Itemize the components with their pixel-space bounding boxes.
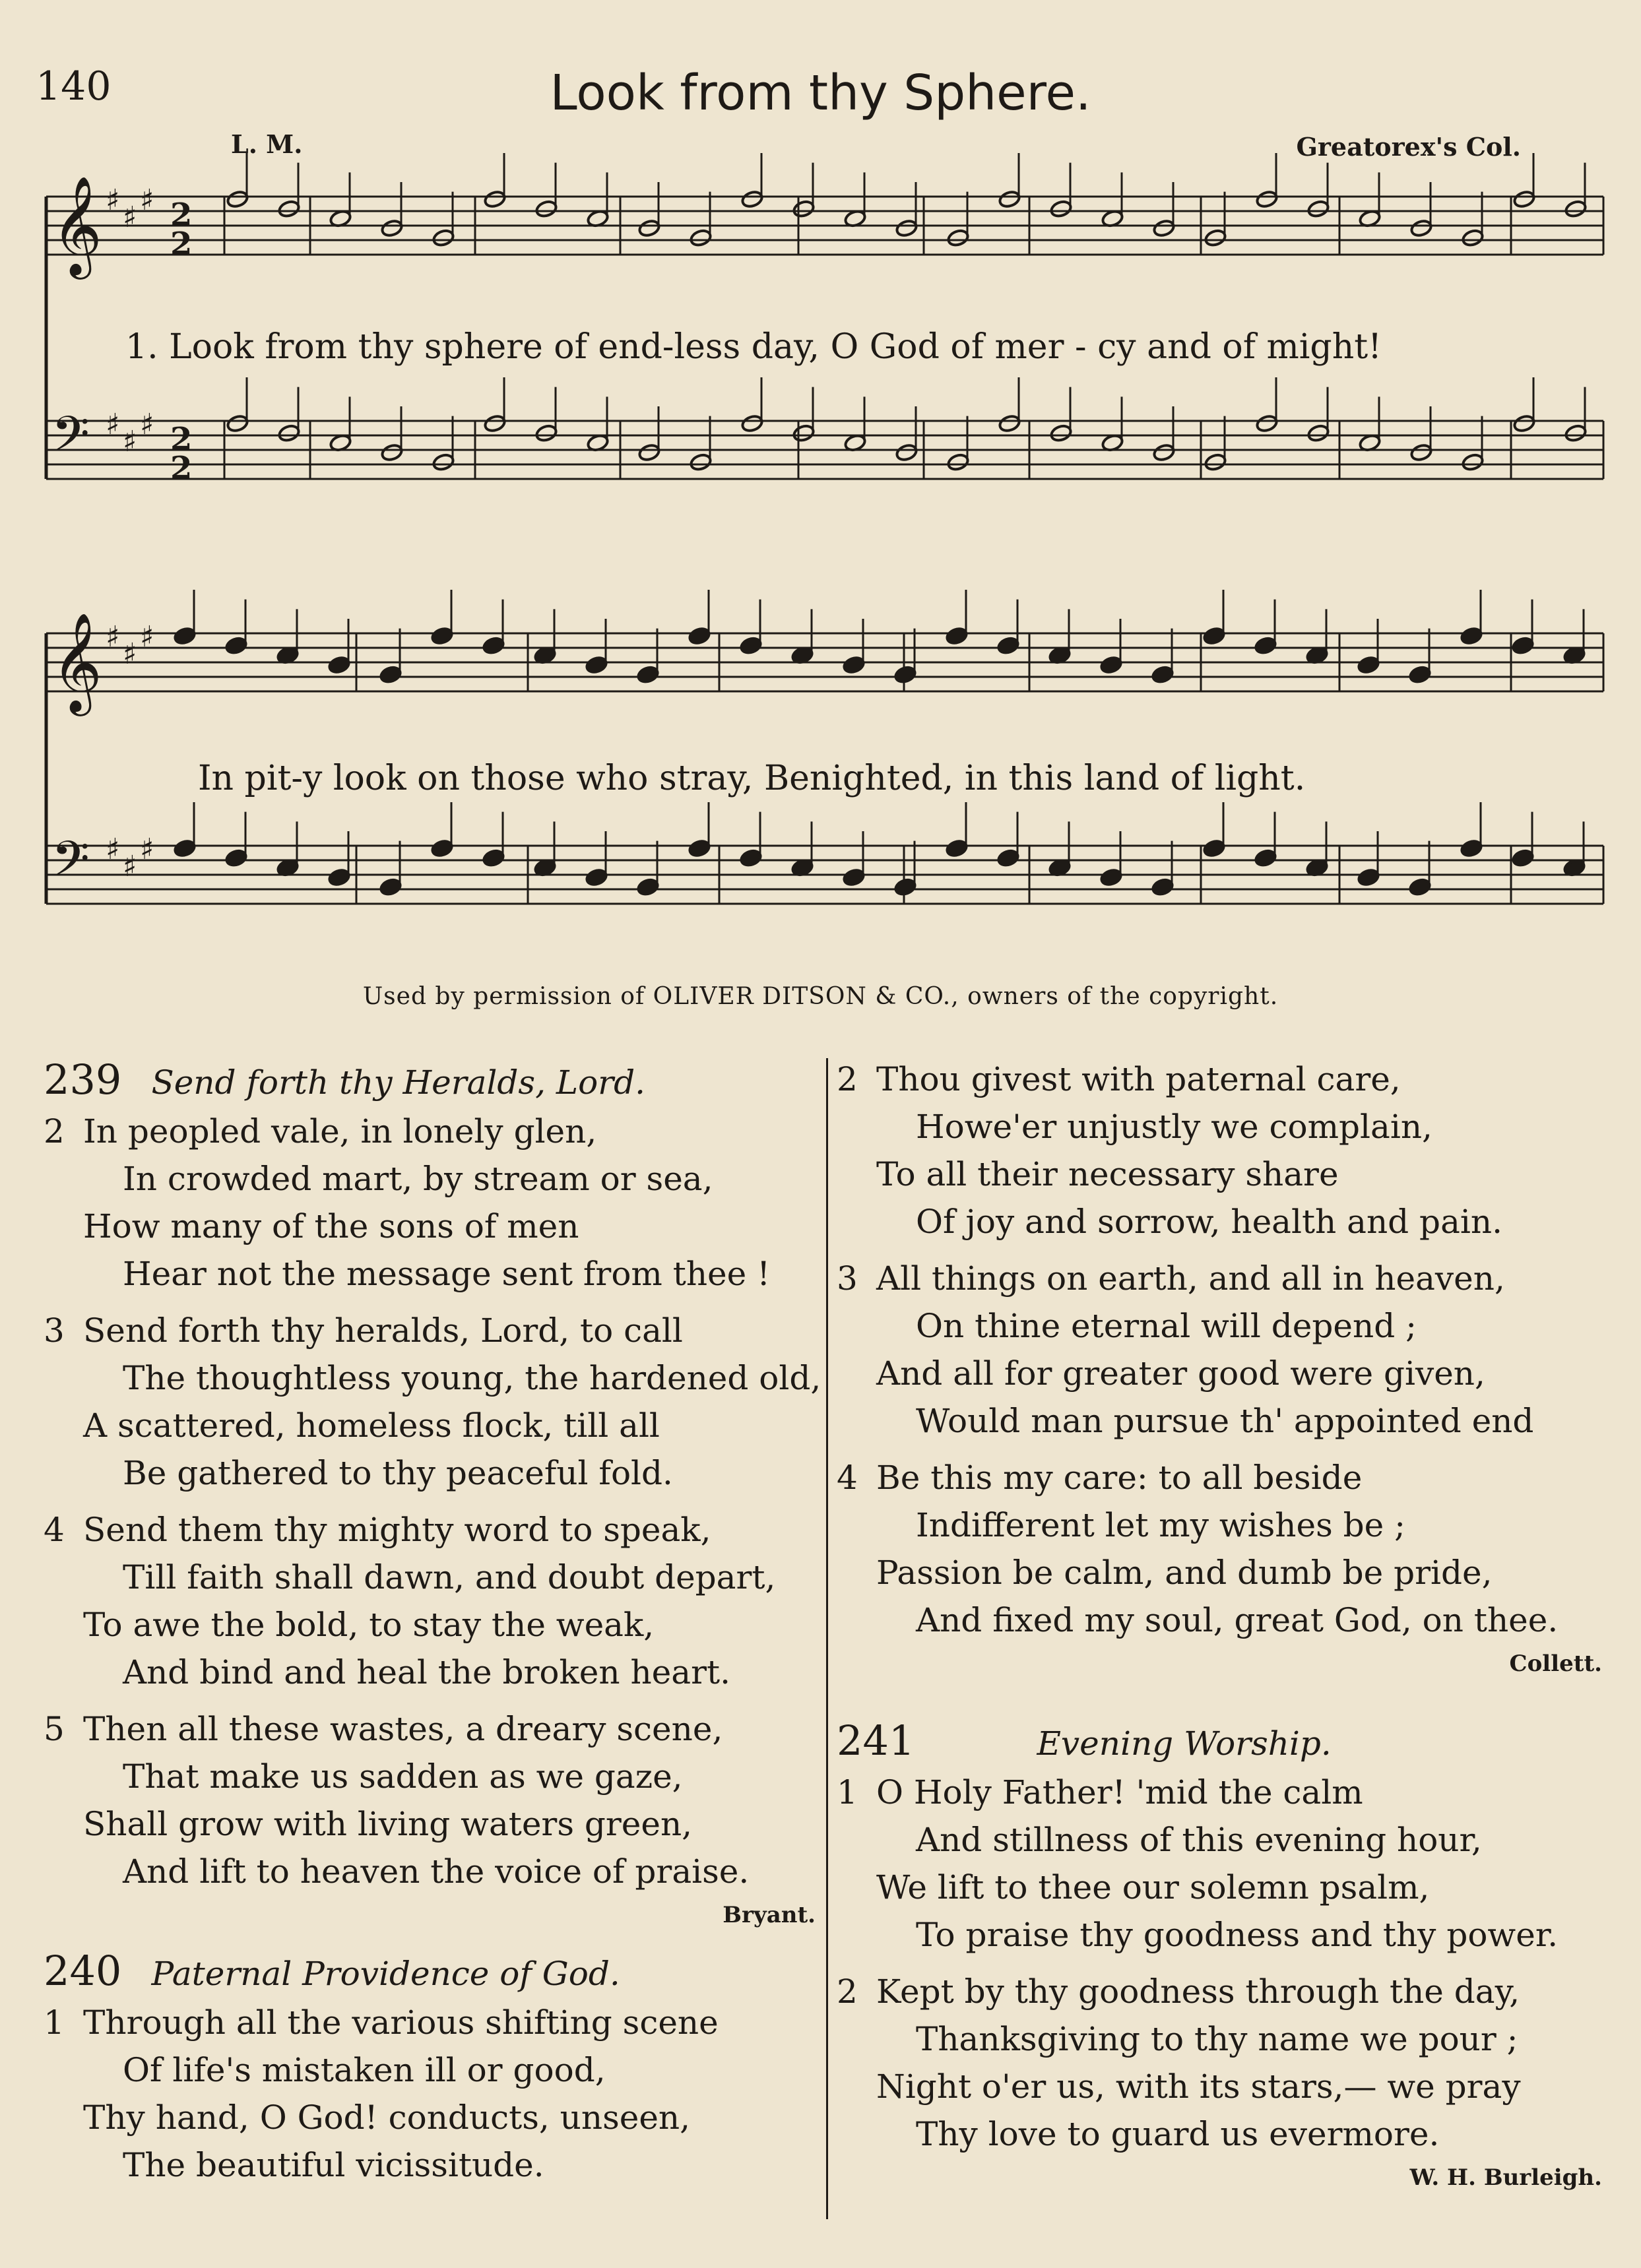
verse-line bbox=[44, 1800, 816, 1848]
verse-text: Thy hand, O God! conducts, unseen, bbox=[83, 2098, 691, 2137]
time-signature-bottom: 2 bbox=[170, 226, 193, 263]
treble-clef-icon: 𝄞 bbox=[51, 612, 102, 712]
note-head bbox=[430, 838, 453, 858]
hymn-author: W. H. Burleigh. bbox=[1409, 2164, 1602, 2191]
verse-text: That make us sadden as we gaze, bbox=[123, 1757, 683, 1796]
note-head bbox=[173, 626, 196, 645]
hymn-241-verses bbox=[837, 1769, 1602, 2158]
hymn-title: Evening Worship. bbox=[1037, 1724, 1332, 1763]
note-head bbox=[1460, 838, 1483, 858]
note-head bbox=[432, 453, 455, 472]
note-head bbox=[945, 626, 968, 645]
verse-line bbox=[837, 1103, 1602, 1150]
note-head bbox=[1564, 199, 1587, 218]
verse-text: Of joy and sorrow, health and pain. bbox=[916, 1203, 1502, 1241]
verse-text: Thy love to guard us evermore. bbox=[916, 2115, 1440, 2153]
note-head bbox=[327, 867, 350, 887]
note-head bbox=[1461, 453, 1484, 472]
verse bbox=[44, 1108, 816, 1298]
hymn-240-heading bbox=[44, 1947, 816, 1995]
note-head bbox=[637, 218, 660, 237]
verse-text: The thoughtless young, the hardened old, bbox=[123, 1359, 821, 1397]
note-head bbox=[1254, 636, 1277, 655]
verse-line bbox=[837, 1302, 1602, 1350]
verse-number: 3 bbox=[44, 1311, 65, 1350]
verse-text: And fixed my soul, great God, on thee. bbox=[916, 1601, 1559, 1639]
verse-text: And stillness of this evening hour, bbox=[916, 1821, 1482, 1859]
verse-line bbox=[44, 1155, 816, 1203]
hymn-number: 239 bbox=[44, 1055, 122, 1104]
note-head bbox=[1204, 228, 1227, 247]
hymn-number: 241 bbox=[837, 1717, 915, 1765]
sharp-icon: ♯ bbox=[140, 620, 154, 654]
verse-number: 5 bbox=[44, 1710, 65, 1748]
verse-line bbox=[44, 2094, 816, 2141]
hymn-239-heading bbox=[44, 1055, 816, 1104]
verse-text: Shall grow with living waters green, bbox=[83, 1805, 693, 1843]
hymn-author: Collett. bbox=[1509, 1651, 1602, 1677]
note-head bbox=[1151, 877, 1174, 897]
verse-line bbox=[837, 2063, 1602, 2110]
note-head bbox=[688, 626, 711, 645]
verse-text: A scattered, homeless flock, till all bbox=[83, 1406, 660, 1445]
hymn-author: Bryant. bbox=[723, 1902, 816, 1928]
note-head bbox=[688, 838, 711, 858]
note-head bbox=[1255, 189, 1278, 208]
verse-line bbox=[837, 1911, 1602, 1959]
note-head bbox=[379, 877, 402, 897]
verse-line bbox=[44, 1753, 816, 1800]
verse-text: On thine eternal will depend ; bbox=[916, 1307, 1417, 1345]
note-head bbox=[1099, 867, 1122, 887]
verse-number: 1 bbox=[837, 1773, 858, 1811]
verse-line bbox=[44, 1649, 816, 1696]
sharp-icon: ♯ bbox=[123, 201, 137, 234]
verse-line bbox=[837, 1864, 1602, 1911]
verse-line bbox=[44, 1307, 816, 1354]
note-head bbox=[739, 636, 762, 655]
note-head bbox=[277, 424, 300, 443]
verse-text: And lift to heaven the voice of praise. bbox=[123, 1852, 750, 1891]
verse-line bbox=[44, 2046, 816, 2094]
verse bbox=[837, 1968, 1602, 2158]
verse-text: To awe the bold, to stay the weak, bbox=[83, 1606, 655, 1644]
note-head bbox=[1512, 189, 1535, 208]
note-head bbox=[1408, 665, 1431, 684]
note-head bbox=[893, 877, 917, 897]
verse-line bbox=[44, 1506, 816, 1554]
verse-line bbox=[44, 1705, 816, 1753]
note-head bbox=[1049, 199, 1072, 218]
sharp-icon: ♯ bbox=[106, 408, 120, 441]
verse-line bbox=[44, 1848, 816, 1895]
note-head bbox=[792, 424, 815, 443]
verse-line bbox=[44, 1354, 821, 1402]
verse-line bbox=[837, 1596, 1602, 1644]
note-head bbox=[1254, 848, 1277, 867]
verse-line bbox=[837, 1198, 1602, 1245]
note-head bbox=[173, 838, 196, 858]
verse bbox=[44, 1307, 821, 1497]
verse-text: In crowded mart, by stream or sea, bbox=[123, 1160, 713, 1198]
verse-text: And bind and heal the broken heart. bbox=[123, 1653, 730, 1691]
sharp-icon: ♯ bbox=[106, 620, 120, 654]
note-head bbox=[277, 199, 300, 218]
note-head bbox=[740, 189, 763, 208]
note-head bbox=[946, 228, 969, 247]
verse-line bbox=[44, 2141, 816, 2189]
verse-number: 2 bbox=[837, 1972, 858, 2011]
composer-credit: Greatorex's Col. bbox=[1296, 132, 1521, 162]
page-number: 140 bbox=[36, 63, 112, 110]
note-head bbox=[1306, 424, 1330, 443]
verse-line bbox=[837, 2015, 1602, 2063]
note-head bbox=[482, 848, 505, 867]
verse-line bbox=[837, 1549, 1602, 1596]
verse-line bbox=[44, 1601, 816, 1649]
note-head bbox=[1204, 453, 1227, 472]
hymn-title: Paternal Providence of God. bbox=[151, 1955, 620, 1993]
verse-line bbox=[44, 1203, 816, 1250]
treble-clef-icon: 𝄞 bbox=[51, 175, 102, 275]
note-head bbox=[327, 655, 350, 674]
bass-clef-icon: 𝄢 bbox=[51, 406, 90, 475]
sharp-icon: ♯ bbox=[123, 425, 137, 458]
verse-text: And all for greater good were given, bbox=[876, 1354, 1485, 1393]
verse-text: O Holy Father! 'mid the calm bbox=[876, 1773, 1363, 1811]
note-head bbox=[895, 443, 918, 462]
verse-text: Be this my care: to all beside bbox=[876, 1459, 1363, 1497]
note-head bbox=[534, 199, 558, 218]
note-head bbox=[842, 867, 865, 887]
note-head bbox=[689, 228, 712, 247]
verse-text: How many of the sons of men bbox=[83, 1207, 579, 1245]
sharp-icon: ♯ bbox=[140, 183, 154, 217]
verse-text: Till faith shall dawn, and doubt depart, bbox=[123, 1558, 776, 1596]
meter-label: L. M. bbox=[231, 129, 303, 159]
verse-text: Send them thy mighty word to speak, bbox=[83, 1511, 711, 1549]
note-head bbox=[1049, 424, 1072, 443]
verse-line bbox=[44, 1108, 816, 1155]
note-head bbox=[1255, 414, 1278, 433]
note-head bbox=[224, 848, 247, 867]
verse-line bbox=[837, 1501, 1602, 1549]
note-head bbox=[1511, 636, 1534, 655]
note-head bbox=[1460, 626, 1483, 645]
verse bbox=[44, 1999, 816, 2189]
note-head bbox=[483, 414, 506, 433]
hymn-241-heading bbox=[837, 1717, 1602, 1765]
note-head bbox=[1202, 838, 1225, 858]
verse-text: Through all the various shifting scene bbox=[83, 2003, 719, 2042]
hymn-number: 240 bbox=[44, 1947, 122, 1995]
verse-text: The beautiful vicissitude. bbox=[123, 2146, 544, 2184]
time-signature-top: 2 bbox=[170, 421, 193, 458]
verse-line bbox=[837, 2110, 1602, 2158]
note-head bbox=[380, 443, 403, 462]
verse bbox=[837, 1454, 1602, 1644]
verse-line bbox=[837, 1150, 1602, 1198]
verse-line bbox=[837, 1454, 1602, 1501]
note-head bbox=[1461, 228, 1484, 247]
verse-number: 4 bbox=[44, 1511, 65, 1549]
note-head bbox=[1511, 848, 1534, 867]
note-head bbox=[482, 636, 505, 655]
verse-text: To all their necessary share bbox=[876, 1155, 1339, 1193]
verse-line bbox=[44, 1999, 816, 2046]
sharp-icon: ♯ bbox=[123, 637, 137, 671]
sharp-icon: ♯ bbox=[123, 850, 137, 883]
note-head bbox=[637, 443, 660, 462]
note-head bbox=[585, 655, 608, 674]
note-head bbox=[996, 636, 1019, 655]
sharp-icon: ♯ bbox=[106, 183, 120, 217]
verse-number: 2 bbox=[44, 1112, 65, 1150]
verse-text: Indifferent let my wishes be ; bbox=[916, 1506, 1405, 1544]
verse-number: 4 bbox=[837, 1459, 858, 1497]
verse-text: Thanksgiving to thy name we pour ; bbox=[916, 2020, 1518, 2058]
verse bbox=[837, 1255, 1602, 1445]
verse-text: Hear not the message sent from thee ! bbox=[123, 1255, 771, 1293]
verse-line bbox=[837, 1255, 1602, 1302]
lyric-line-1: 1. Look from thy sphere of end-less day, O God of mer - cy and of might! bbox=[125, 327, 1382, 367]
verse-text: Of life's mistaken ill or good, bbox=[123, 2051, 606, 2089]
note-head bbox=[1151, 665, 1174, 684]
sharp-icon: ♯ bbox=[106, 833, 120, 866]
verse-line bbox=[44, 1402, 816, 1449]
hymn-tune-title: Look from thy Sphere. bbox=[550, 65, 1091, 121]
music-score bbox=[0, 0, 1641, 976]
verse bbox=[837, 1055, 1602, 1245]
note-head bbox=[842, 655, 865, 674]
verse-line bbox=[837, 1816, 1602, 1864]
sharp-icon: ♯ bbox=[140, 833, 154, 866]
verse-line bbox=[44, 1250, 816, 1298]
verse-line bbox=[837, 1769, 1602, 1816]
note-head bbox=[483, 189, 506, 208]
verse-text: Would man pursue th' appointed end bbox=[916, 1402, 1534, 1440]
note-head bbox=[946, 453, 969, 472]
verse-text: Passion be calm, and dumb be pride, bbox=[876, 1554, 1493, 1592]
note-head bbox=[226, 414, 249, 433]
left-column bbox=[44, 1055, 821, 2198]
note-head bbox=[380, 218, 403, 237]
note-head bbox=[945, 838, 968, 858]
note-head bbox=[1152, 218, 1175, 237]
sharp-icon: ♯ bbox=[140, 408, 154, 441]
note-head bbox=[998, 189, 1021, 208]
verse-line bbox=[837, 1397, 1602, 1445]
note-head bbox=[996, 848, 1019, 867]
note-head bbox=[689, 453, 712, 472]
note-head bbox=[893, 665, 917, 684]
note-head bbox=[226, 189, 249, 208]
note-head bbox=[636, 665, 659, 684]
hymn-239-verses bbox=[44, 1108, 821, 1895]
verse-text: In peopled vale, in lonely glen, bbox=[83, 1112, 597, 1150]
note-head bbox=[895, 218, 918, 237]
right-column bbox=[837, 1055, 1602, 2191]
copyright-notice: Used by permission of OLIVER DITSON & CO., owners of the copyright. bbox=[362, 983, 1279, 1010]
bass-clef-icon: 𝄢 bbox=[51, 831, 90, 900]
note-head bbox=[585, 867, 608, 887]
verse-number: 3 bbox=[837, 1259, 858, 1298]
note-head bbox=[1564, 424, 1587, 443]
note-head bbox=[792, 199, 815, 218]
verse-line bbox=[837, 1055, 1602, 1103]
verse-line bbox=[44, 1449, 816, 1497]
note-head bbox=[1409, 218, 1432, 237]
note-head bbox=[998, 414, 1021, 433]
note-head bbox=[1512, 414, 1535, 433]
hymn-240-verses-part2 bbox=[837, 1055, 1602, 1644]
verse-text: Howe'er unjustly we complain, bbox=[916, 1108, 1432, 1146]
verse bbox=[837, 1769, 1602, 1959]
note-head bbox=[1409, 443, 1432, 462]
time-signature-top: 2 bbox=[170, 197, 193, 234]
note-head bbox=[1357, 655, 1380, 674]
note-head bbox=[379, 665, 402, 684]
verse-text: Send forth thy heralds, Lord, to call bbox=[83, 1311, 683, 1350]
note-head bbox=[1357, 867, 1380, 887]
verse-text: Then all these wastes, a dreary scene, bbox=[83, 1710, 723, 1748]
verse bbox=[44, 1705, 816, 1895]
note-head bbox=[432, 228, 455, 247]
verse-number: 1 bbox=[44, 2003, 65, 2042]
verse-text: Be gathered to thy peaceful fold. bbox=[123, 1454, 673, 1492]
verse bbox=[44, 1506, 816, 1696]
column-divider bbox=[826, 1058, 828, 2219]
lyric-line-2: In pit-y look on those who stray, Benighted, in this land of light. bbox=[198, 759, 1306, 798]
note-head bbox=[430, 626, 453, 645]
verse-text: We lift to thee our solemn psalm, bbox=[876, 1868, 1430, 1906]
note-head bbox=[1306, 199, 1330, 218]
verse-text: All things on earth, and all in heaven, bbox=[876, 1259, 1505, 1298]
note-head bbox=[1202, 626, 1225, 645]
note-head bbox=[1152, 443, 1175, 462]
verse-text: Night o'er us, with its stars,— we pray bbox=[876, 2067, 1521, 2106]
verse-text: Kept by thy goodness through the day, bbox=[876, 1972, 1520, 2011]
note-head bbox=[534, 424, 558, 443]
note-head bbox=[636, 877, 659, 897]
verse-line bbox=[837, 1968, 1602, 2015]
note-head bbox=[1099, 655, 1122, 674]
verse-line bbox=[44, 1554, 816, 1601]
note-head bbox=[1408, 877, 1431, 897]
hymn-title: Send forth thy Heralds, Lord. bbox=[151, 1063, 645, 1102]
time-signature-bottom: 2 bbox=[170, 450, 193, 487]
note-head bbox=[740, 414, 763, 433]
hymn-240-verses-part1 bbox=[44, 1999, 816, 2189]
verse-number: 2 bbox=[837, 1060, 858, 1098]
note-head bbox=[224, 636, 247, 655]
note-head bbox=[739, 848, 762, 867]
verse-text: To praise thy goodness and thy power. bbox=[916, 1916, 1559, 1954]
verse-line bbox=[837, 1350, 1602, 1397]
verse-text: Thou givest with paternal care, bbox=[876, 1060, 1401, 1098]
